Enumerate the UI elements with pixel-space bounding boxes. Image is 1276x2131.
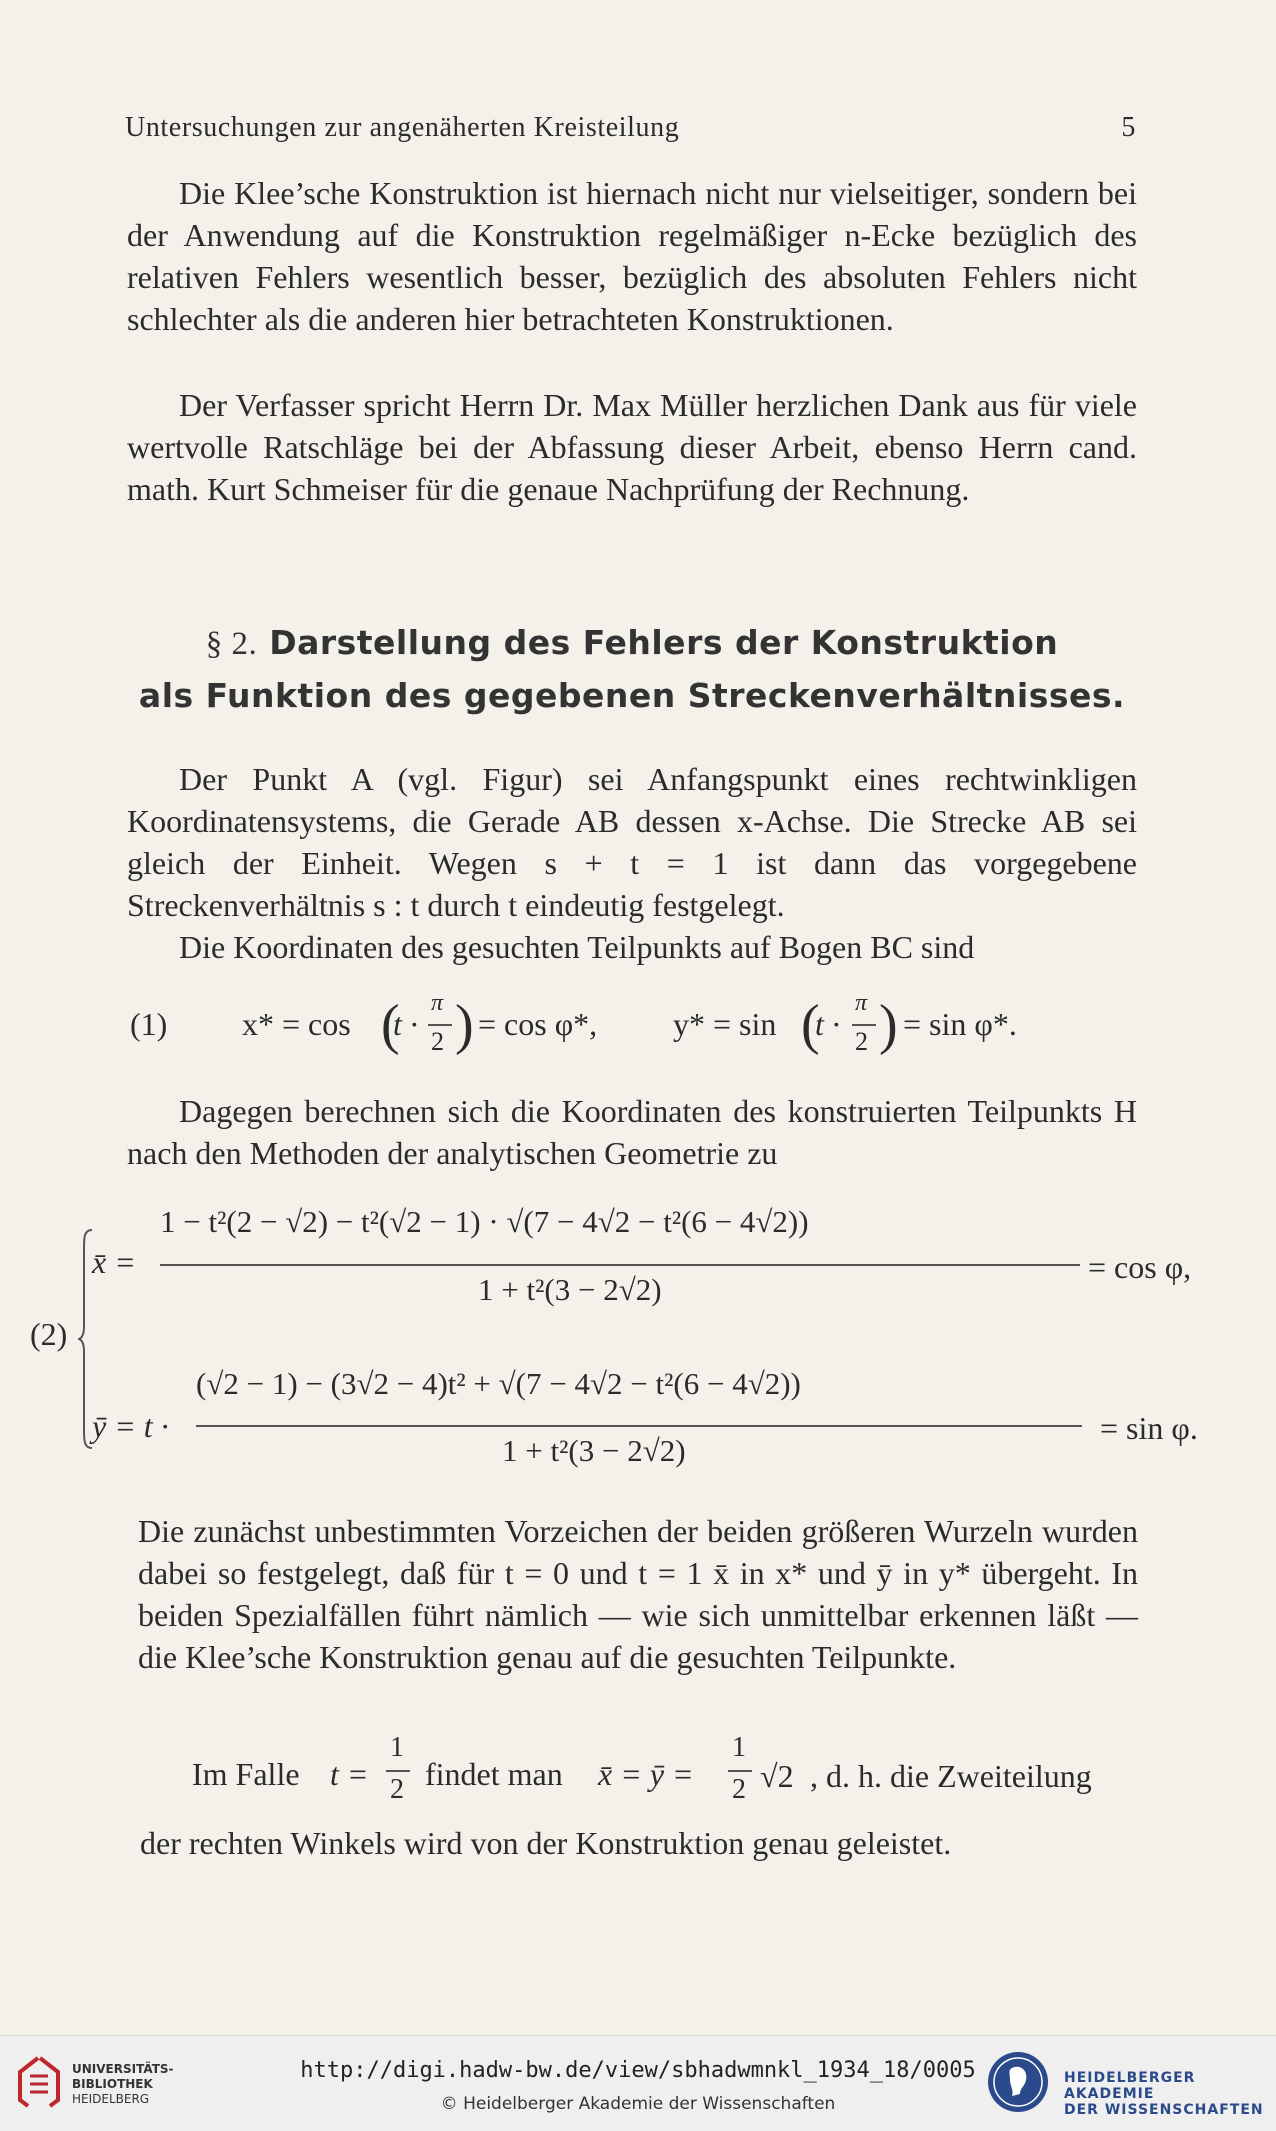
paragraph-6: [138, 1510, 1138, 1678]
half-case-suffix: , d. h. die Zweiteilung: [810, 1758, 1092, 1794]
library-line-3: HEIDELBERG: [72, 2092, 150, 2106]
page-number: 5: [1121, 112, 1136, 143]
half-case-one: 1: [390, 1732, 404, 1763]
copyright-notice: © Heidelberger Akademie der Wissenschaften: [440, 2094, 836, 2114]
eq1-two-2: 2: [855, 1027, 868, 1056]
paragraph-6-text: Die zunächst unbestimmten Vorzeichen der beiden größeren Wurzeln wurden dabei so festgelegt, daß für t = 0 und t = 1 x̄ in x* und ȳ in y* übergeht. In beiden Spezialfällen führt nämlich — wie sich unmittelbar erkennen läßt — die Klee’sche Konstruktion genau auf die gesuchten Teilpunkte.: [138, 1513, 1138, 1675]
eq2-y-denominator: 1 + t²(3 − 2√2): [502, 1433, 686, 1468]
eq2-x-lhs: x̄ =: [92, 1244, 136, 1280]
academy-line-2: DER WISSENSCHAFTEN: [1064, 2102, 1264, 2118]
equation-1-label: (1): [130, 1006, 168, 1042]
half-case-two: 2: [390, 1774, 404, 1805]
half-case-two-2: 2: [732, 1774, 746, 1805]
paragraph-1: [127, 172, 1137, 340]
eq1-arg-2: t ·: [815, 1006, 840, 1042]
running-header: [125, 112, 1136, 152]
eq2-y-rhs: = sin φ.: [1100, 1410, 1198, 1446]
paragraph-3-text: Der Punkt A (vgl. Figur) sei Anfangspunkt eines rechtwinkligen Koordinatensystems, die Gerade AB dessen x-Achse. Die Strecke AB sei gleich der Einheit. Wegen s + t = 1 ist dann das vorgegebene Streckenverhältnis s : t durch t eindeutig festgelegt.: [127, 761, 1137, 923]
section-number: § 2.: [205, 626, 258, 662]
section-title-line-1: Darstellung des Fehlers der Konstruktion: [269, 623, 1059, 662]
half-case-xy: x̄ = ȳ =: [598, 1756, 694, 1792]
eq2-y-numerator: (√2 − 1) − (3√2 − 4)t² + √(7 − 4√2 − t²(6 − 4√2)): [196, 1366, 801, 1401]
academy-line-1: HEIDELBERGER AKADEMIE: [1064, 2070, 1196, 2102]
library-line-2: BIBLIOTHEK: [72, 2077, 153, 2091]
paragraph-5: [127, 1090, 1137, 1174]
academy-name[interactable]: [1064, 2070, 1276, 2118]
half-case-fraction-bar-2: [728, 1770, 752, 1772]
paragraph-4-text: Die Koordinaten des gesuchten Teilpunkts auf Bogen BC sind: [179, 929, 975, 965]
half-case-t: t =: [330, 1756, 369, 1792]
library-line-1: UNIVERSITÄTS-: [72, 2062, 174, 2076]
equation-2-label: (2): [30, 1316, 68, 1352]
eq1-paren-close: ): [455, 994, 474, 1056]
eq1-x-lhs: x* = cos: [242, 1006, 351, 1042]
eq2-x-rhs: = cos φ,: [1088, 1249, 1192, 1285]
half-case-sqrt: √2: [760, 1758, 794, 1794]
paragraph-3: [127, 758, 1137, 926]
eq1-x-rhs: = cos φ*,: [478, 1006, 598, 1042]
paragraph-4: [127, 926, 1137, 968]
eq1-fraction-bar-2: [852, 1024, 876, 1026]
paragraph-8: [140, 1822, 1140, 1864]
eq1-paren-open-2: (: [801, 994, 820, 1056]
eq1-paren-open: (: [381, 994, 400, 1056]
paragraph-2: [127, 384, 1137, 510]
eq1-paren-close-2: ): [879, 994, 898, 1056]
eq2-y-lhs: ȳ = t ·: [92, 1408, 169, 1444]
half-case-fraction-bar: [386, 1770, 410, 1772]
eq1-pi: π: [431, 990, 444, 1016]
half-case-one-2: 1: [732, 1732, 746, 1763]
half-case-prefix: Im Falle: [192, 1756, 300, 1792]
eq1-fraction-bar: [428, 1024, 452, 1026]
eq1-arg: t ·: [393, 1006, 418, 1042]
running-title: Untersuchungen zur angenäherten Kreisteilung: [125, 112, 680, 143]
footer-bar: [0, 2035, 1276, 2131]
eq1-pi-2: π: [855, 990, 868, 1016]
eq2-x-fraction-bar: [160, 1264, 1080, 1266]
eq1-two: 2: [431, 1027, 444, 1056]
paragraph-2-text: Der Verfasser spricht Herrn Dr. Max Müller herzlichen Dank aus für viele wertvolle Ratschläge bei der Abfassung dieser Arbeit, ebenso Herrn cand. math. Kurt Schmeiser für die genaue Nachprüfung der Rechnung.: [127, 387, 1137, 507]
eq2-y-fraction-bar: [196, 1425, 1082, 1427]
document-url-link[interactable]: http://digi.hadw-bw.de/view/sbhadwmnkl_1934_18/0005: [300, 2058, 976, 2083]
eq2-x-denominator: 1 + t²(3 − 2√2): [478, 1272, 662, 1307]
eq1-y-lhs: y* = sin: [673, 1006, 777, 1042]
paragraph-8-text: der rechten Winkels wird von der Konstruktion genau geleistet.: [140, 1825, 952, 1861]
half-case-middle: findet man: [425, 1756, 563, 1792]
section-heading: [127, 617, 1137, 722]
eq2-x-numerator: 1 − t²(2 − √2) − t²(√2 − 1) · √(7 − 4√2 − t²(6 − 4√2)): [160, 1204, 809, 1239]
paragraph-1-text: Die Klee’sche Konstruktion ist hiernach nicht nur vielseitiger, sondern bei der Anwendung auf die Konstruktion regelmäßiger n-Ecke bezüglich des relativen Fehlers wesentlich besser, bezüglich des absoluten Fehlers nicht schlechter als die anderen hier betrachteten Konstruktionen.: [127, 175, 1137, 337]
eq1-y-rhs: = sin φ*.: [903, 1006, 1017, 1042]
section-title-line-2: als Funktion des gegebenen Streckenverhältnisses.: [138, 676, 1126, 715]
paragraph-5-text: Dagegen berechnen sich die Koordinaten des konstruierten Teilpunkts H nach den Methoden der analytischen Geometrie zu: [127, 1093, 1137, 1171]
academy-seal-icon[interactable]: [986, 2050, 1050, 2114]
